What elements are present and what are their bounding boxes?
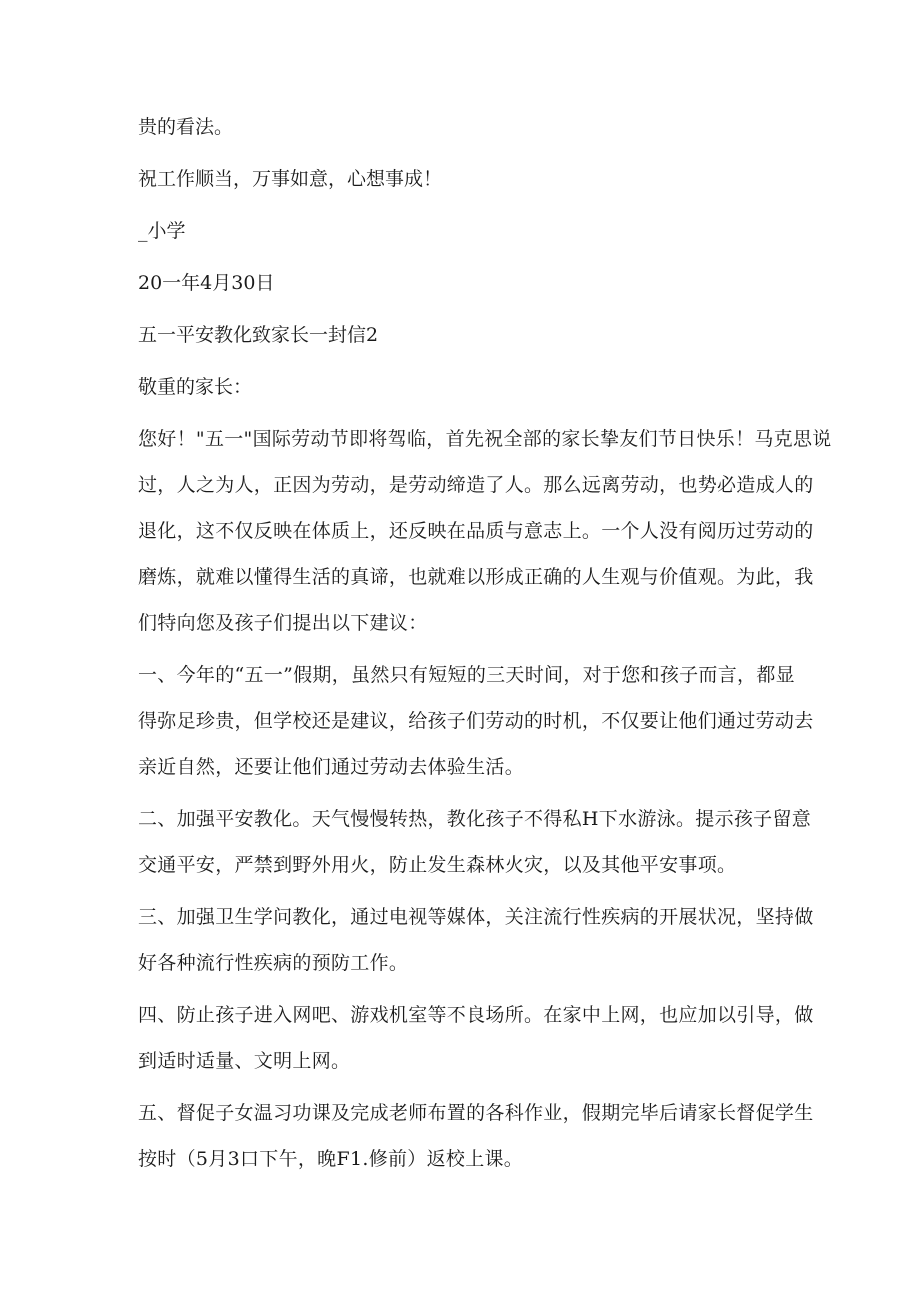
paragraph-line: 您好！"五一"国际劳动节即将驾临，首先祝全部的家长挚友们节日快乐！马克思说 xyxy=(138,428,832,450)
paragraph-line: 一、今年的“五一”假期，虽然只有短短的三天时间，对于您和孩子而言，都显 xyxy=(138,664,795,686)
signature-date: 20一年4月30日 xyxy=(138,272,275,294)
paragraph-line: 按时（5月3口下午，晚F1.修前）返校上课。 xyxy=(138,1148,524,1170)
paragraph-line: 交通平安，严禁到野外用火，防止发生森林火灾，以及其他平安事项。 xyxy=(138,854,737,876)
intro-paragraph xyxy=(138,416,832,646)
paragraph-line: 们特向您及孩子们提出以下建议： xyxy=(138,612,428,634)
paragraph-line: 二、加强平安教化。天气慢慢转热，教化孩子不得私H下水游泳。提示孩子留意 xyxy=(138,808,812,830)
paragraph-line: 五、督促子女温习功课及完成老师布置的各科作业，假期完毕后请家长督促学生 xyxy=(138,1102,814,1124)
paragraph-line: 过，人之为人，正因为劳动，是劳动缔造了人。那么远离劳动，也势必造成人的 xyxy=(138,474,814,496)
suggestion-3 xyxy=(138,894,814,986)
paragraph-line: 磨炼，就难以懂得生活的真谛，也就难以形成正确的人生观与价值观。为此，我 xyxy=(138,566,814,588)
greeting-wish: 祝工作顺当，万事如意，心想事成！ xyxy=(138,168,443,190)
salutation: 敬重的家长： xyxy=(138,376,253,398)
suggestion-5 xyxy=(138,1090,814,1182)
paragraph-line: 退化，这不仅反映在体质上，还反映在品质与意志上。一个人没有阅历过劳动的 xyxy=(138,520,814,542)
suggestion-2 xyxy=(138,796,812,888)
closing-text: 贵的看法。 xyxy=(138,116,234,138)
paragraph-line: 三、加强卫生学问教化，通过电视等媒体，关注流行性疾病的开展状况，坚持做 xyxy=(138,906,814,928)
paragraph-line: 亲近自然，还要让他们通过劳动去体验生活。 xyxy=(138,756,525,778)
suggestion-4 xyxy=(138,992,814,1084)
signature-school: _小学 xyxy=(138,220,186,242)
paragraph-line: 到适时适量、文明上网。 xyxy=(138,1050,351,1072)
suggestion-1 xyxy=(138,652,814,790)
paragraph-line: 四、防止孩子进入网吧、游戏机室等不良场所。在家中上网，也应加以引导，做 xyxy=(138,1004,814,1026)
letter-title: 五一平安教化致家长一封信2 xyxy=(138,324,379,346)
paragraph-line: 得弥足珍贵，但学校还是建议，给孩子们劳动的时机，不仅要让他们通过劳动去 xyxy=(138,710,814,732)
letter-page xyxy=(138,112,832,1196)
paragraph-line: 好各种流行性疾病的预防工作。 xyxy=(138,952,409,974)
